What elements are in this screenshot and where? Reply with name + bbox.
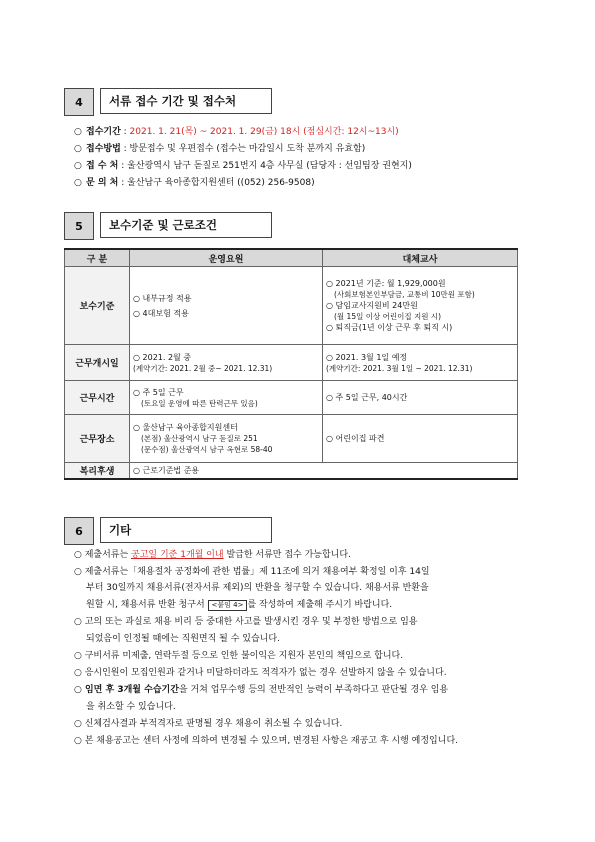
row-staff-cell: ○ 주 5일 근무 (토요일 운영에 따른 탄력근무 있음) [130, 381, 323, 415]
row-merged-cell: ○ 근로기준법 준용 [130, 463, 518, 480]
work-conditions-table [64, 248, 518, 480]
s6-line-3: 원할 시, 채용서류 반환 청구서 <붙임 4> 를 작성하여 제출해 주시기 바랍니다. [86, 600, 393, 610]
section4-number: 4 [64, 88, 94, 116]
table-row [65, 381, 518, 415]
row-staff-cell: ○ 2021. 2월 중 (계약기간: 2021. 2월 중~ 2021. 12.31) [130, 345, 323, 381]
s6-line-4: ○ 고의 또는 과실로 채용 비리 등 중대한 사고를 발생시킨 경우 및 부정한 방법으로 임용 [74, 617, 418, 627]
section5-number: 5 [64, 212, 94, 240]
row-substitute-cell: ○ 2021. 3월 1일 예정 (계약기간: 2021. 3월 1일 ~ 2021. 12.31) [323, 345, 518, 381]
s6-line-9: 을 취소할 수 있습니다. [86, 702, 176, 712]
section6-number: 6 [64, 517, 94, 545]
s4-item-2: ○ 접 수 처 : 울산광역시 남구 돋질로 251번지 4층 사무실 (담당자 : 선임팀장 권현지) [74, 161, 412, 171]
table-row [65, 463, 518, 480]
s6-line-2: 부터 30일까지 채용서류(전자서류 제외)의 반환을 청구할 수 있습니다. 채용서류 반환을 [86, 583, 429, 593]
s4-item-3: ○ 문 의 처 : 울산남구 육아종합지원센터 ((052) 256-9508) [74, 178, 315, 188]
header-staff: 운영요원 [130, 249, 323, 267]
table-row [65, 345, 518, 381]
row-label: 근무장소 [65, 415, 130, 463]
row-label: 복리후생 [65, 463, 130, 480]
row-label: 근무시간 [65, 381, 130, 415]
s6-line-7: ○ 응시인원이 모집인원과 같거나 미달하더라도 적격자가 없는 경우 선발하지 않을 수 있습니다. [74, 668, 447, 678]
s6-line-0: ○ 제출서류는 공고일 기준 1개월 이내 발급한 서류만 접수 가능합니다. [74, 550, 351, 560]
row-substitute-cell: ○ 어린이집 파견 [323, 415, 518, 463]
row-label: 보수기준 [65, 267, 130, 345]
table-header-row [65, 249, 518, 267]
s6-line-6: ○ 구비서류 미제출, 연락두절 등으로 인한 불이익은 지원자 본인의 책임으로 합니다. [74, 651, 404, 661]
s4-item-0: ○ 접수기간 : 2021. 1. 21(목) ~ 2021. 1. 29(금) 18시 (점심시간: 12시~13시) [74, 127, 399, 137]
section5-header [64, 212, 272, 240]
table-row [65, 267, 518, 345]
section6-header [64, 517, 272, 545]
section4-header [64, 88, 272, 116]
header-substitute: 대체교사 [323, 249, 518, 267]
s4-item-1: ○ 접수방법 : 방문접수 및 우편접수 (접수는 마감일시 도착 분까지 유효함) [74, 144, 366, 154]
row-substitute-cell: ○ 2021년 기준: 월 1,929,000원 (사회보험본인부담금, 교통비 10만원 포함) ○ 담임교사지원비 24만원 (월 15일 이상 어린이집 지원 시) ○ 퇴직금(1년 이상 근무 후 퇴직 시) [323, 267, 518, 345]
s6-line-1: ○ 제출서류는「채용절차 공정화에 관한 법률」제 11조에 의거 채용여부 확정일 이후 14일 [74, 567, 430, 577]
s6-line-8: ○ 임면 후 3개월 수습기간을 거쳐 업무수행 등의 전반적인 능력이 부족하다고 판단될 경우 임용 [74, 685, 449, 695]
row-substitute-cell: ○ 주 5일 근무, 40시간 [323, 381, 518, 415]
s6-line-5: 되었음이 인정될 때에는 직원면직 될 수 있습니다. [86, 634, 280, 644]
header-category: 구 분 [65, 249, 130, 267]
section4-title: 서류 접수 기간 및 접수처 [100, 88, 272, 114]
row-staff-cell: ○ 내부규정 적용 ○ 4대보험 적용 [130, 267, 323, 345]
row-label: 근무개시일 [65, 345, 130, 381]
row-staff-cell: ○ 울산남구 육아종합지원센터 (본점) 울산광역시 남구 돋질로 251 (문수점) 울산광역시 남구 옥현로 58-40 [130, 415, 323, 463]
section6-title: 기타 [100, 517, 272, 543]
table-row [65, 415, 518, 463]
section5-title: 보수기준 및 근로조건 [100, 212, 272, 238]
s6-line-10: ○ 신체검사결과 부적격자로 판명될 경우 채용이 취소될 수 있습니다. [74, 719, 343, 729]
s6-line-11: ○ 본 채용공고는 센터 사정에 의하여 변경될 수 있으며, 변경된 사항은 재공고 후 시행 예정입니다. [74, 736, 459, 746]
